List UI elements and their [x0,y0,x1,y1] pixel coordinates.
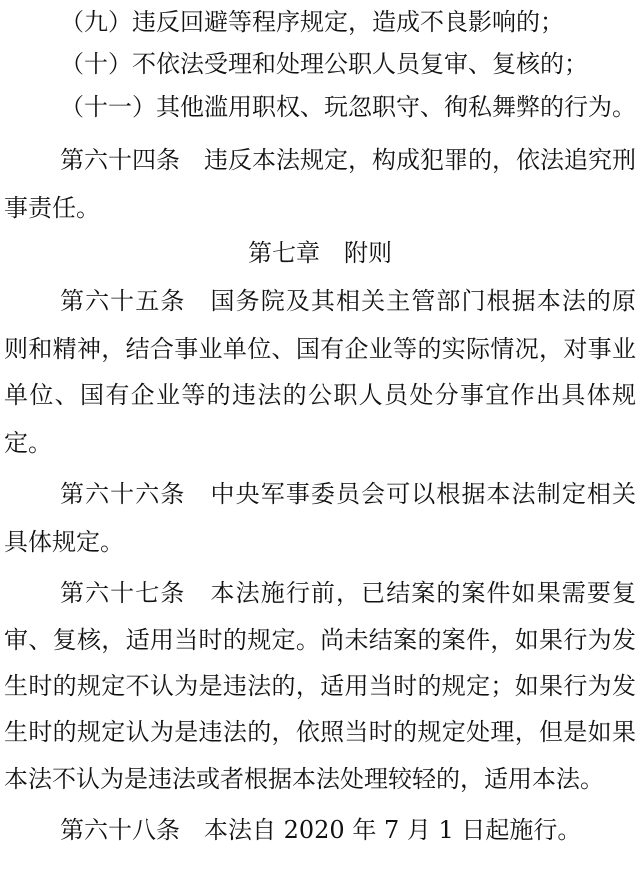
article-67-line-2: 审、复核，适用当时的规定。尚未结案的案件，如果行为发 [4,626,636,654]
article-66 [0,474,640,514]
article-64 [0,140,640,180]
article-65-line-3: 单位、国有企业等的违法的公职人员处分事宜作出具体规 [4,381,636,409]
article-64-text: 违反本法规定，构成犯罪的，依法追究刑 [204,146,636,174]
article-65-label: 第六十五条 [60,287,186,315]
article-65-text: 国务院及其相关主管部门根据本法的原 [209,287,637,315]
list-item-11: （十一）其他滥用职权、玩忽职守、徇私舞弊的行为。 [60,93,636,121]
article-65 [0,281,640,321]
article-67-text: 本法施行前，已结案的案件如果需要复 [209,579,637,607]
article-68-label: 第六十八条 [60,816,180,844]
list-item-10: （十）不依法受理和处理公职人员复审、复核的； [60,50,588,78]
article-64-line-2: 事责任。 [4,194,100,222]
article-66-text: 中央军事委员会可以根据本法制定相关 [209,480,637,508]
article-67 [0,573,640,613]
article-67-label: 第六十七条 [60,579,186,607]
list-item-9: （九）违反回避等程序规定，造成不良影响的； [60,8,564,36]
article-65-line-2: 则和精神，结合事业单位、国有企业等的实际情况，对事业 [4,335,636,363]
article-68-text: 本法自 2020 年 7 月 1 日起施行。 [204,816,582,844]
article-66-label: 第六十六条 [60,480,186,508]
article-67-line-4: 生时的规定认为是违法的，依照当时的规定处理，但是如果 [4,718,636,746]
chapter-title: 第七章 附则 [248,239,392,267]
article-68 [0,810,640,850]
article-65-line-4: 定。 [4,429,52,457]
article-66-line-2: 具体规定。 [4,528,124,556]
article-64-label: 第六十四条 [60,146,180,174]
article-67-line-5: 本法不认为是违法或者根据本法处理较轻的，适用本法。 [4,765,604,793]
article-67-line-3: 生时的规定不认为是违法的，适用当时的规定；如果行为发 [4,672,636,700]
